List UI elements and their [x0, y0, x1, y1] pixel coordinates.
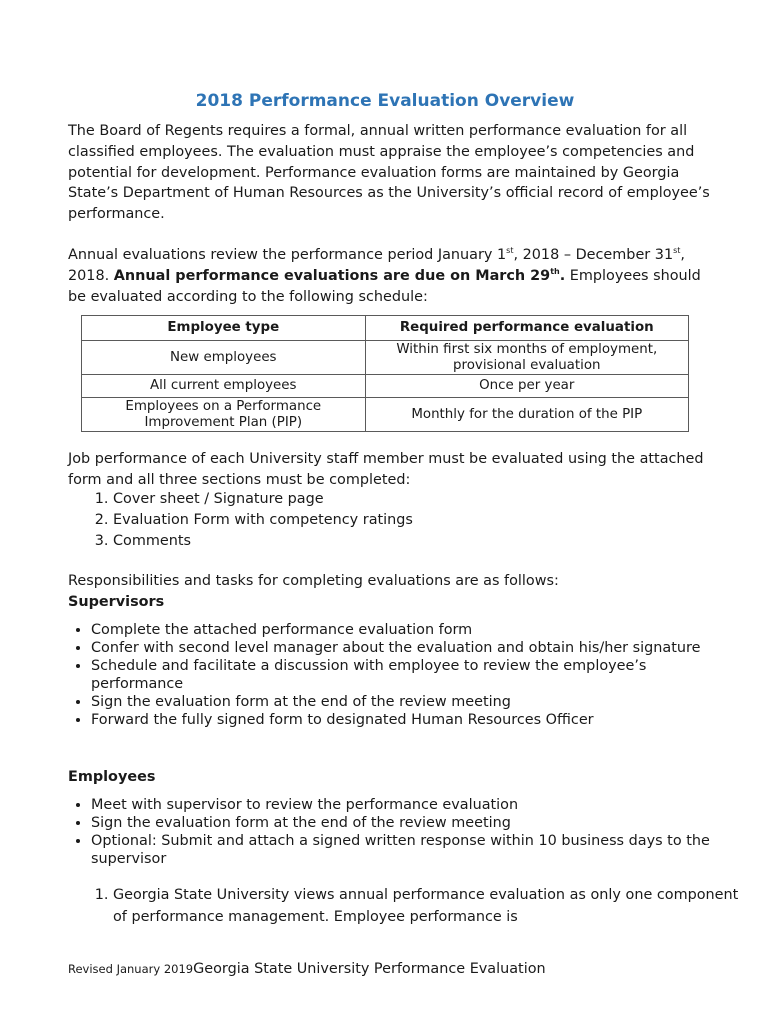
- list-item: • Sign the evaluation form at the end of the review meeting: [91, 814, 721, 832]
- list-item: • Optional: Submit and attach a signed written response within 10 business days to the supervisor: [91, 832, 721, 868]
- list-item: • Meet with supervisor to review the performance evaluation: [91, 796, 721, 814]
- list-item: 2. Evaluation Form with competency ratings: [113, 510, 413, 531]
- responsibilities-intro: Responsibilities and tasks for completing evaluations are as follows:: [68, 573, 559, 589]
- list-item: • Confer with second level manager about the evaluation and obtain his/her signature: [91, 639, 721, 657]
- sections-intro: Job performance of each University staff member must be evaluated using the attached form and all three sections must be completed:: [68, 451, 704, 488]
- ordinal-suffix: st: [506, 246, 514, 256]
- footer-document-title: Georgia State University Performance Evaluation: [193, 961, 546, 977]
- list-item: 1. Cover sheet / Signature page: [113, 489, 413, 510]
- notes-list: [68, 884, 753, 928]
- table-cell: New employees: [82, 341, 366, 375]
- supervisors-list: [68, 621, 721, 729]
- sections-list: [68, 489, 413, 551]
- schedule-table: [81, 315, 689, 432]
- table-cell: Monthly for the duration of the PIP: [365, 398, 688, 432]
- period-text-b: , 2018 – December 31: [513, 247, 674, 263]
- period-text-d: Employees should be evaluated according to the following schedule:: [68, 267, 701, 305]
- table-header-row: [82, 316, 689, 341]
- table-row: [82, 398, 689, 432]
- table-cell: All current employees: [82, 375, 366, 398]
- ordinal-suffix: st: [673, 246, 681, 256]
- table-cell: Once per year: [365, 375, 688, 398]
- period-paragraph: [68, 245, 718, 307]
- employees-list: [68, 796, 721, 868]
- list-item: • Sign the evaluation form at the end of the review meeting: [91, 693, 721, 711]
- period-text-c: , 2018.: [68, 247, 685, 284]
- ordinal-suffix: th: [550, 267, 560, 276]
- list-item: • Forward the fully signed form to designated Human Resources Officer: [91, 711, 721, 729]
- list-item: 1. Georgia State University views annual performance evaluation as only one component of performance management. Employee performance is: [113, 884, 753, 928]
- period-text-a: Annual evaluations review the performance period January 1: [68, 247, 507, 263]
- list-item: • Schedule and facilitate a discussion with employee to review the employee’s performance: [91, 657, 721, 693]
- page-title: 2018 Performance Evaluation Overview: [195, 91, 575, 111]
- table-row: [82, 375, 689, 398]
- table-row: [82, 341, 689, 375]
- page-footer: [68, 958, 546, 977]
- column-header: Required performance evaluation: [365, 316, 688, 341]
- table-cell: Within first six months of employment, provisional evaluation: [365, 341, 688, 375]
- revision-date: Revised January 2019: [68, 962, 194, 976]
- column-header: Employee type: [82, 316, 366, 341]
- employees-heading: Employees: [68, 769, 156, 785]
- supervisors-heading: Supervisors: [68, 594, 165, 610]
- list-item: • Complete the attached performance evaluation form: [91, 621, 721, 639]
- table-cell: Employees on a Performance Improvement Plan (PIP): [82, 398, 366, 432]
- intro-paragraph: The Board of Regents requires a formal, annual written performance evaluation for all classified employees. The evaluation must appraise the employee’s competencies and potential for development. Performance evaluation forms are maintained by Georgia State’s Department of Human Resources as the University’s official record of employee’s performance.: [68, 123, 710, 223]
- due-date-statement: Annual performance evaluations are due on March 29th.: [113, 267, 566, 284]
- list-item: 3. Comments: [113, 531, 413, 552]
